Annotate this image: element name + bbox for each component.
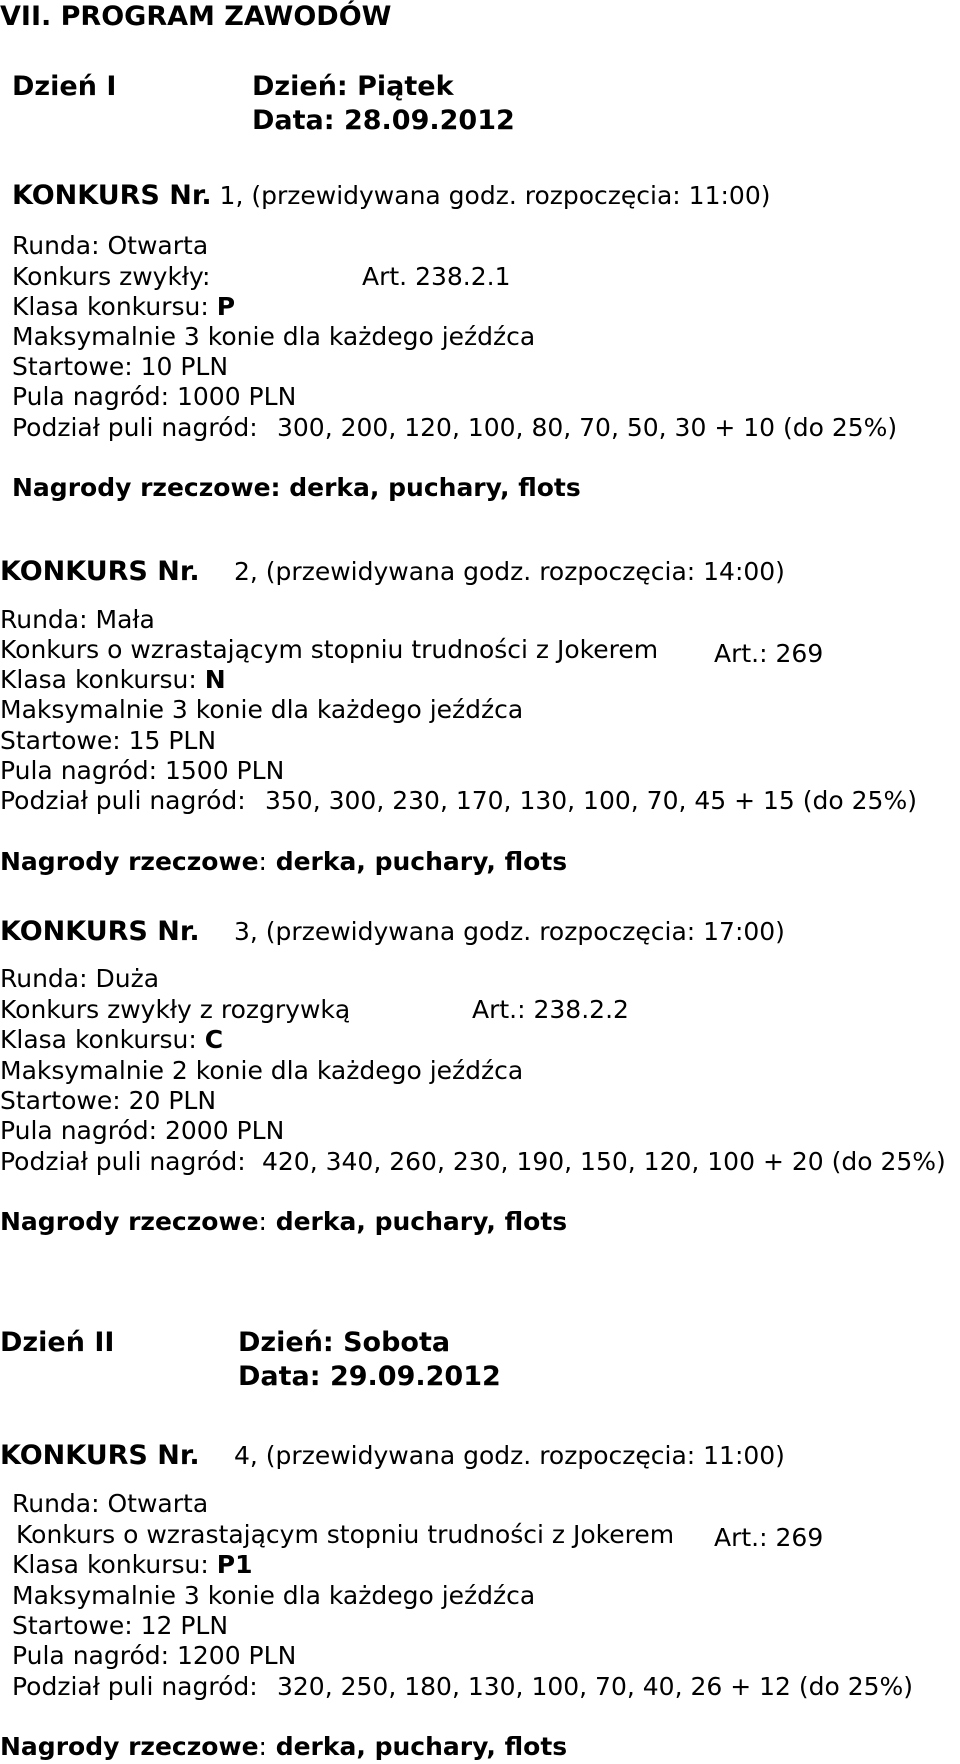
contest-1-title	[12, 181, 770, 211]
contest-1-article: Art. 238.2.1	[362, 262, 511, 291]
prizes-label: Nagrody rzeczowe	[0, 1207, 259, 1236]
contest-3-round: Runda: Duża	[0, 964, 160, 993]
contest-2-class	[0, 665, 226, 695]
contest-2-type: Konkurs o wzrastającym stopniu trudności z Jokerem	[0, 635, 659, 664]
day-2-label: Dzień II	[0, 1327, 115, 1358]
contest-1-round: Runda: Otwarta	[12, 231, 209, 260]
contest-1-class	[12, 292, 235, 322]
prizes-value: derka, puchary, flots	[275, 1732, 568, 1761]
contest-4-split-value: 320, 250, 180, 130, 100, 70, 40, 26 + 12 (do 25%)	[277, 1672, 914, 1701]
contest-3-article: Art.: 238.2.2	[472, 995, 629, 1024]
class-value: N	[204, 665, 226, 694]
prizes-label: Nagrody rzeczowe	[0, 847, 259, 876]
day-1-weekday: Dzień: Piątek	[252, 71, 454, 102]
contest-2-title-rest: 2, (przewidywana godz. rozpoczęcia: 14:00)	[234, 557, 785, 586]
contest-4-prize-pool: Pula nagród: 1200 PLN	[12, 1641, 297, 1670]
contest-1-prizes	[12, 473, 581, 503]
contest-2-max-horses: Maksymalnie 3 konie dla każdego jeźdźca	[0, 695, 524, 724]
prizes-value: derka, puchary, flots	[289, 473, 581, 502]
contest-1-split-label: Podział puli nagród:	[12, 413, 258, 442]
contest-3-prizes	[0, 1207, 567, 1237]
class-value: P	[216, 292, 236, 321]
class-label: Klasa konkursu:	[12, 292, 209, 321]
prizes-label: Nagrody rzeczowe	[0, 1732, 259, 1761]
contest-3-class	[0, 1025, 223, 1055]
prizes-value: derka, puchary, flots	[275, 1207, 568, 1236]
contest-3-split-value: 420, 340, 260, 230, 190, 150, 120, 100 + 20 (do 25%)	[262, 1147, 946, 1176]
contest-2-article	[714, 639, 823, 669]
day-1-label: Dzień I	[12, 71, 117, 102]
class-value: P1	[216, 1550, 253, 1579]
contest-3-fee: Startowe: 20 PLN	[0, 1086, 217, 1115]
contest-2-prize-pool: Pula nagród: 1500 PLN	[0, 756, 285, 785]
contest-2-split-label: Podział puli nagród:	[0, 786, 246, 815]
class-label: Klasa konkursu:	[12, 1550, 209, 1579]
contest-title-prefix: KONKURS Nr.	[12, 180, 212, 211]
contest-4-title-prefix: KONKURS Nr.	[0, 1440, 200, 1471]
contest-4-class	[12, 1550, 252, 1580]
class-label: Klasa konkursu:	[0, 1025, 197, 1054]
page-heading: VII. PROGRAM ZAWODÓW	[0, 1, 392, 32]
prizes-colon: :	[258, 1207, 267, 1236]
contest-1-max-horses: Maksymalnie 3 konie dla każdego jeźdźca	[12, 322, 536, 351]
contest-1-fee: Startowe: 10 PLN	[12, 352, 229, 381]
contest-1-split-value: 300, 200, 120, 100, 80, 70, 50, 30 + 10 (do 25%)	[277, 413, 898, 442]
article-label: Art.	[714, 639, 760, 668]
contest-4-split-label: Podział puli nagród:	[12, 1672, 258, 1701]
contest-3-title-prefix: KONKURS Nr.	[0, 916, 200, 947]
prizes-value: derka, puchary, flots	[275, 847, 568, 876]
article-value: : 269	[759, 1523, 824, 1552]
contest-2-prizes	[0, 847, 567, 877]
prizes-colon: :	[258, 1732, 267, 1761]
contest-2-fee: Startowe: 15 PLN	[0, 726, 217, 755]
contest-4-max-horses: Maksymalnie 3 konie dla każdego jeźdźca	[12, 1581, 536, 1610]
contest-3-split-label: Podział puli nagród:	[0, 1147, 246, 1176]
contest-2-round: Runda: Mała	[0, 605, 155, 634]
contest-1-prize-pool: Pula nagród: 1000 PLN	[12, 382, 297, 411]
day-2-weekday: Dzień: Sobota	[238, 1327, 451, 1358]
prizes-label: Nagrody rzeczowe:	[12, 473, 281, 502]
prizes-colon: :	[258, 847, 267, 876]
contest-3-max-horses: Maksymalnie 2 konie dla każdego jeźdźca	[0, 1056, 524, 1085]
contest-4-fee: Startowe: 12 PLN	[12, 1611, 229, 1640]
contest-4-prizes	[0, 1732, 567, 1762]
contest-3-prize-pool: Pula nagród: 2000 PLN	[0, 1116, 285, 1145]
contest-3-type: Konkurs zwykły z rozgrywką	[0, 995, 351, 1024]
contest-2-title-prefix: KONKURS Nr.	[0, 556, 200, 587]
contest-2-split-value: 350, 300, 230, 170, 130, 100, 70, 45 + 15 (do 25%)	[265, 786, 917, 815]
article-label: Art.	[714, 1523, 760, 1552]
day-1-date: Data: 28.09.2012	[252, 105, 515, 136]
contest-4-round: Runda: Otwarta	[12, 1489, 209, 1518]
class-value: C	[204, 1025, 224, 1054]
article-value: : 269	[759, 639, 824, 668]
contest-4-article	[714, 1523, 823, 1553]
day-2-date: Data: 29.09.2012	[238, 1361, 501, 1392]
class-label: Klasa konkursu:	[0, 665, 197, 694]
contest-title-rest: 1, (przewidywana godz. rozpoczęcia: 11:00)	[219, 181, 771, 210]
contest-3-title-rest: 3, (przewidywana godz. rozpoczęcia: 17:00)	[234, 917, 785, 946]
contest-1-type: Konkurs zwykły:	[12, 262, 211, 291]
contest-4-type: Konkurs o wzrastającym stopniu trudności z Jokerem	[16, 1520, 675, 1549]
contest-4-title-rest: 4, (przewidywana godz. rozpoczęcia: 11:00)	[234, 1441, 785, 1470]
